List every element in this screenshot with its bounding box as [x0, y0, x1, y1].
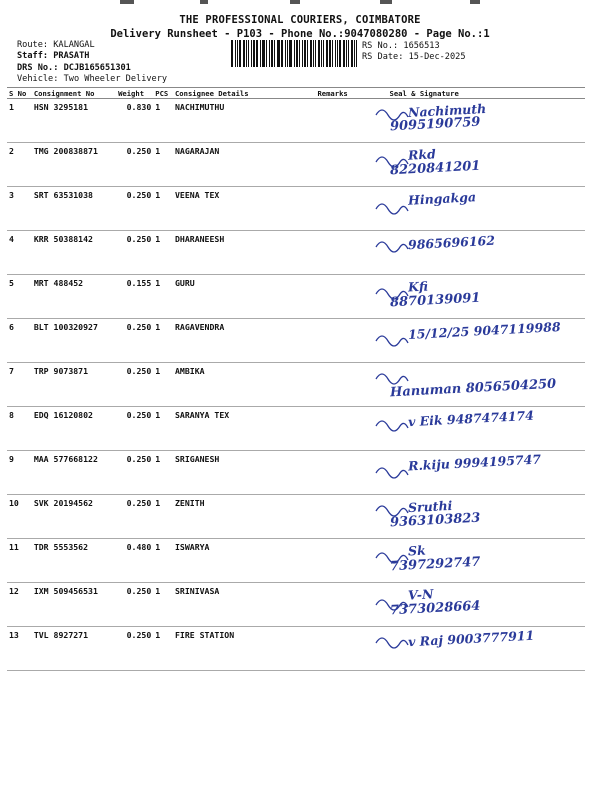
cell-consignment: TVL 8927271 [32, 627, 116, 671]
vehicle-line [17, 74, 167, 84]
cell-sno: 11 [7, 539, 32, 583]
vehicle-value: Two Wheeler Delivery [63, 74, 168, 84]
signature-phone: 7397292747 [389, 554, 481, 575]
cell-consignee: ZENITH [173, 495, 315, 539]
cell-consignee: SRIGANESH [173, 451, 315, 495]
cell-remarks [315, 583, 367, 627]
cell-weight: 0.250 [116, 319, 153, 363]
signature-cell [368, 99, 585, 143]
signature-cell [368, 583, 585, 627]
rs-no-value: 1656513 [403, 41, 440, 51]
signature-cell [368, 627, 585, 671]
cell-pcs: 1 [153, 275, 173, 319]
signature-phone: 7373028664 [389, 598, 481, 619]
cell-consignment: BLT 100320927 [32, 319, 116, 363]
rs-no-label: RS No.: [362, 41, 399, 51]
cell-pcs: 1 [153, 451, 173, 495]
cell-consignment: EDQ 16120802 [32, 407, 116, 451]
col-consignee: Consignee Details [173, 88, 315, 99]
cell-consignment: IXM 509456531 [32, 583, 116, 627]
signature-text: Sruthi [407, 497, 453, 516]
cell-sno: 6 [7, 319, 32, 363]
cell-sno: 12 [7, 583, 32, 627]
cell-pcs: 1 [153, 495, 173, 539]
cell-weight: 0.480 [116, 539, 153, 583]
cell-consignment: TMG 200838871 [32, 143, 116, 187]
cell-sno: 4 [7, 231, 32, 275]
signature-phone: 9363103823 [389, 510, 481, 531]
cell-weight: 0.250 [116, 495, 153, 539]
signature-phone: 8220841201 [389, 158, 481, 179]
cell-consignee: FIRE STATION [173, 627, 315, 671]
cell-weight: 0.250 [116, 363, 153, 407]
cell-remarks [315, 495, 367, 539]
signature-cell [368, 187, 585, 231]
cell-weight: 0.250 [116, 143, 153, 187]
route-label: Route: [17, 40, 49, 50]
table-row [7, 407, 585, 451]
cell-pcs: 1 [153, 231, 173, 275]
signature-cell [368, 319, 585, 363]
cell-remarks [315, 363, 367, 407]
cell-remarks [315, 627, 367, 671]
signature-cell [368, 539, 585, 583]
signature-phone: 9095190759 [389, 114, 481, 135]
cell-pcs: 1 [153, 143, 173, 187]
signature-phone: 8870139091 [389, 290, 481, 311]
cell-consignee: NAGARAJAN [173, 143, 315, 187]
signature-cell [368, 275, 585, 319]
cell-remarks [315, 187, 367, 231]
signature-text: v Raj 9003777911 [407, 627, 535, 650]
col-sno: S No [7, 88, 32, 99]
cell-remarks [315, 231, 367, 275]
scan-edge-marks [0, 0, 600, 6]
runsheet-barcode [231, 40, 359, 67]
cell-pcs: 1 [153, 363, 173, 407]
col-remarks: Remarks [315, 88, 367, 99]
staff-label: Staff: [17, 51, 49, 61]
col-weight: Weight [116, 88, 153, 99]
cell-sno: 2 [7, 143, 32, 187]
cell-consignment: MAA 577668122 [32, 451, 116, 495]
col-consignment: Consignment No [32, 88, 116, 99]
cell-weight: 0.250 [116, 627, 153, 671]
cell-pcs: 1 [153, 583, 173, 627]
cell-pcs: 1 [153, 539, 173, 583]
signature-cell [368, 231, 585, 275]
table-row [7, 275, 585, 319]
staff-line [17, 51, 89, 61]
cell-consignment: HSN 3295181 [32, 99, 116, 143]
table-row [7, 319, 585, 363]
cell-pcs: 1 [153, 627, 173, 671]
cell-sno: 13 [7, 627, 32, 671]
signature-cell [368, 143, 585, 187]
cell-weight: 0.250 [116, 583, 153, 627]
signature-cell [368, 451, 585, 495]
table-row [7, 539, 585, 583]
drs-label: DRS No.: [17, 63, 59, 73]
company-title: THE PROFESSIONAL COURIERS, COIMBATORE [179, 14, 421, 26]
signature-text: 9865696162 [407, 232, 495, 253]
rs-date-value: 15-Dec-2025 [408, 52, 466, 62]
table-row [7, 627, 585, 671]
drs-value: DCJB165651301 [63, 63, 131, 73]
runsheet-subtitle: Delivery Runsheet - P103 - Phone No.:9047080280 - Page No.:1 [110, 28, 490, 40]
cell-sno: 7 [7, 363, 32, 407]
rs-date-line [362, 52, 466, 62]
cell-consignee: DHARANEESH [173, 231, 315, 275]
route-line [17, 40, 95, 50]
table-row [7, 187, 585, 231]
cell-consignment: SVK 20194562 [32, 495, 116, 539]
cell-consignment: TDR 5553562 [32, 539, 116, 583]
rs-date-label: RS Date: [362, 52, 404, 62]
signature-text: Hingakga [407, 189, 476, 208]
cell-sno: 3 [7, 187, 32, 231]
cell-consignee: GURU [173, 275, 315, 319]
cell-remarks [315, 539, 367, 583]
signature-text: Sk [407, 542, 426, 559]
cell-sno: 5 [7, 275, 32, 319]
table-row [7, 363, 585, 407]
runsheet-table [7, 87, 585, 671]
signature-text: Rkd [407, 146, 436, 163]
cell-consignee: AMBIKA [173, 363, 315, 407]
cell-remarks [315, 319, 367, 363]
cell-consignee: ISWARYA [173, 539, 315, 583]
signature-cell [368, 407, 585, 451]
cell-remarks [315, 275, 367, 319]
cell-consignment: MRT 488452 [32, 275, 116, 319]
cell-pcs: 1 [153, 187, 173, 231]
cell-remarks [315, 99, 367, 143]
cell-pcs: 1 [153, 99, 173, 143]
drs-line [17, 63, 131, 73]
cell-weight: 0.250 [116, 231, 153, 275]
signature-text: 15/12/25 9047119988 [407, 319, 561, 342]
signature-text: v Eik 9487474174 [407, 407, 534, 430]
cell-consignee: RAGAVENDRA [173, 319, 315, 363]
cell-weight: 0.830 [116, 99, 153, 143]
cell-pcs: 1 [153, 319, 173, 363]
cell-sno: 8 [7, 407, 32, 451]
rs-no-line [362, 41, 440, 51]
table-row [7, 99, 585, 143]
signature-cell [368, 495, 585, 539]
signature-phone: Hanuman 8056504250 [389, 376, 557, 401]
table-header-row [7, 88, 585, 99]
vehicle-label: Vehicle: [17, 74, 59, 84]
cell-consignment: KRR 50388142 [32, 231, 116, 275]
cell-pcs: 1 [153, 407, 173, 451]
cell-remarks [315, 407, 367, 451]
table-row [7, 451, 585, 495]
cell-consignment: SRT 63531038 [32, 187, 116, 231]
signature-text: Kfi [407, 278, 428, 295]
cell-sno: 1 [7, 99, 32, 143]
staff-value: PRASATH [53, 51, 90, 61]
cell-sno: 10 [7, 495, 32, 539]
cell-remarks [315, 451, 367, 495]
table-row [7, 143, 585, 187]
cell-weight: 0.155 [116, 275, 153, 319]
signature-text: Nachimuth [407, 100, 487, 121]
table-row [7, 231, 585, 275]
signature-text: R.kiju 9994195747 [407, 451, 541, 474]
cell-weight: 0.250 [116, 451, 153, 495]
signature-cell [368, 363, 585, 407]
cell-consignment: TRP 9073871 [32, 363, 116, 407]
cell-sno: 9 [7, 451, 32, 495]
signature-text: V-N [407, 586, 434, 603]
cell-weight: 0.250 [116, 187, 153, 231]
col-pcs: PCS [153, 88, 173, 99]
cell-consignee: SRINIVASA [173, 583, 315, 627]
route-value: KALANGAL [53, 40, 95, 50]
cell-weight: 0.250 [116, 407, 153, 451]
cell-consignee: NACHIMUTHU [173, 99, 315, 143]
table-row [7, 495, 585, 539]
cell-consignee: SARANYA TEX [173, 407, 315, 451]
cell-remarks [315, 143, 367, 187]
table-row [7, 583, 585, 627]
cell-consignee: VEENA TEX [173, 187, 315, 231]
col-signature: Seal & Signature [368, 88, 585, 99]
